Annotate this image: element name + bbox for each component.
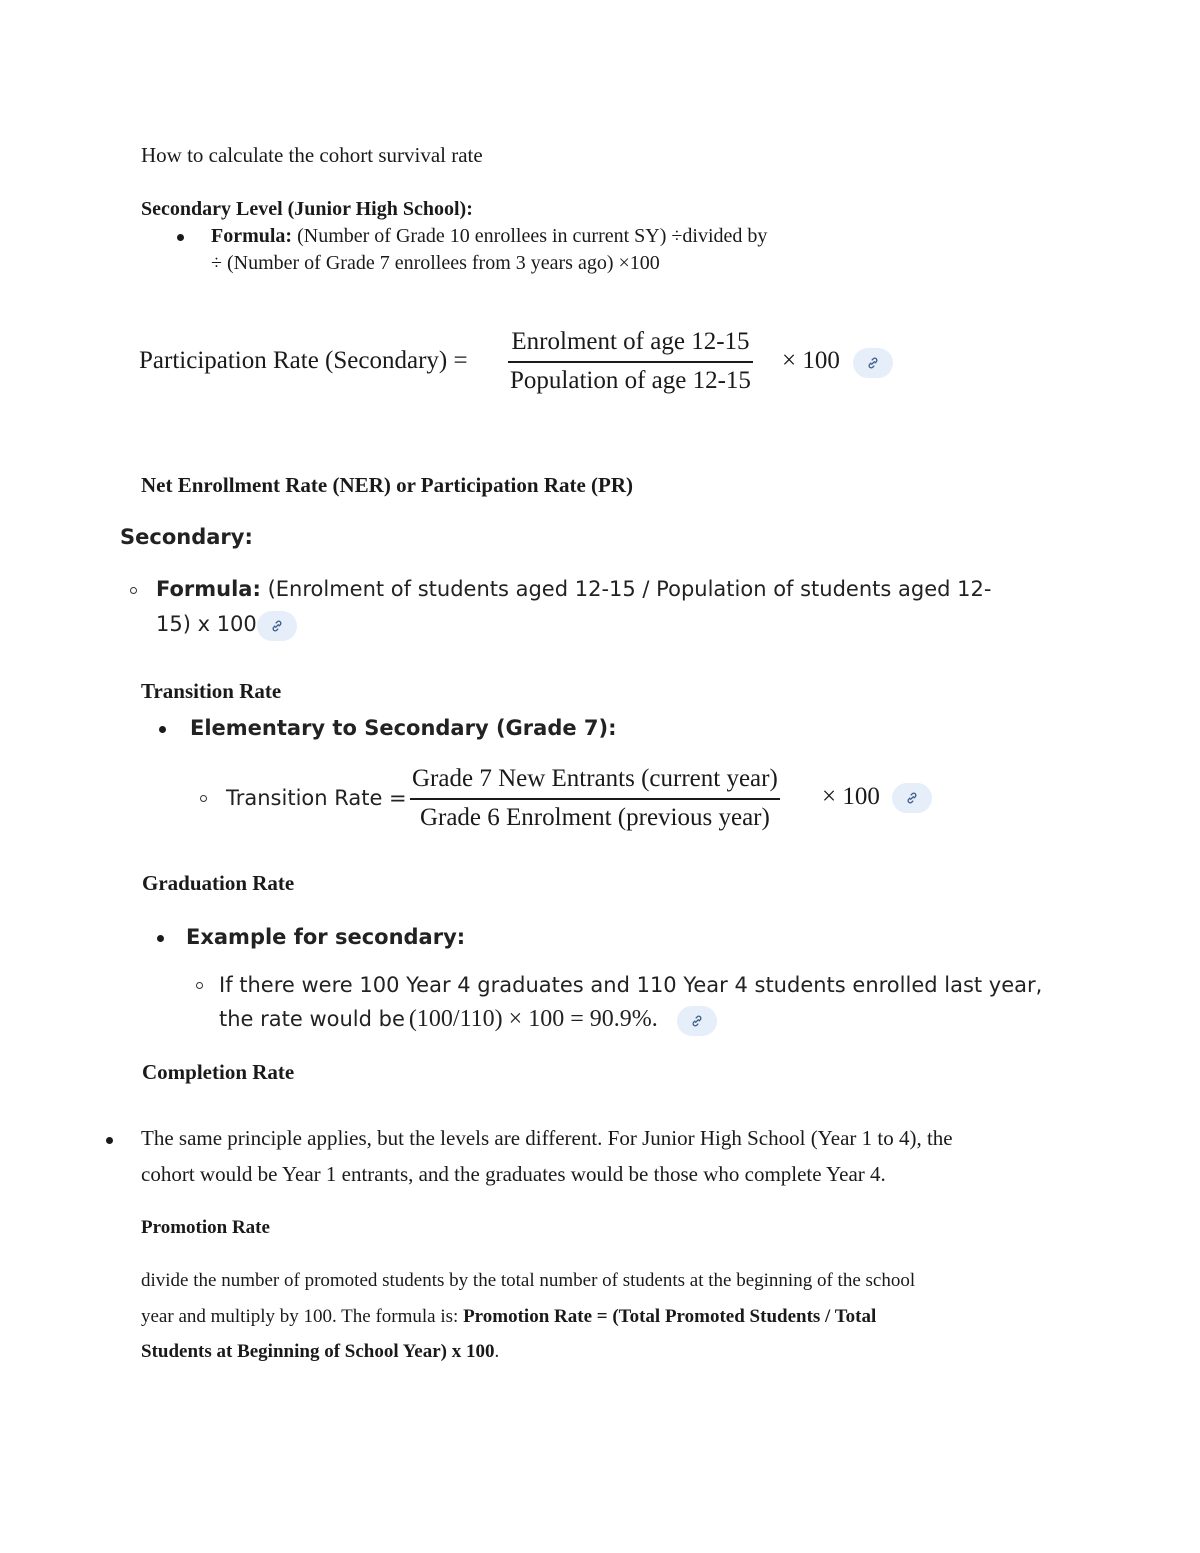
transition-lhs: Transition Rate = <box>226 786 407 810</box>
transition-heading: Transition Rate <box>141 679 282 703</box>
graduation-example-prefix: the rate would be <box>219 1007 405 1031</box>
transition-fraction <box>410 765 780 832</box>
ner-secondary-heading: Secondary: <box>120 525 253 549</box>
participation-fraction <box>508 328 753 395</box>
bullet <box>177 234 184 241</box>
participation-multiplier: × 100 <box>782 347 840 374</box>
completion-heading: Completion Rate <box>142 1060 295 1084</box>
promotion-text-line-3 <box>141 1341 499 1363</box>
graduation-bullet-text: Example for secondary: <box>186 925 466 949</box>
promotion-formula-part-2: Students at Beginning of School Year) x 100 <box>141 1341 495 1362</box>
formula-label: Formula: <box>211 225 293 247</box>
promotion-formula-part-1: Promotion Rate = (Total Promoted Students / Total <box>463 1306 877 1327</box>
formula-line-1 <box>211 225 767 248</box>
graduation-example-line-1: If there were 100 Year 4 graduates and 110 Year 4 students enrolled last year, <box>219 973 1043 997</box>
promotion-text-line-1: divide the number of promoted students by the total number of students at the beginning of the school <box>141 1270 916 1291</box>
fraction-numerator: Enrolment of age 12-15 <box>511 328 750 355</box>
link-icon <box>905 791 919 805</box>
graduation-example-line-2 <box>219 1006 658 1033</box>
participation-lhs: Participation Rate (Secondary) = <box>139 347 468 374</box>
bullet <box>159 726 166 733</box>
fraction-denominator: Population of age 12-15 <box>510 367 751 394</box>
ner-formula-line-1 <box>156 577 991 601</box>
transition-multiplier: × 100 <box>822 783 880 810</box>
sub-bullet <box>196 982 203 989</box>
promotion-period: . <box>494 1341 500 1362</box>
link-icon <box>866 356 880 370</box>
document-title: How to calculate the cohort survival rate <box>141 143 483 167</box>
completion-text-line-2: cohort would be Year 1 entrants, and the graduates would be those who complete Year 4. <box>141 1162 886 1186</box>
fraction-bar <box>508 361 753 363</box>
sub-bullet <box>200 795 207 802</box>
promotion-heading: Promotion Rate <box>141 1217 270 1238</box>
promotion-text-plain: year and multiply by 100. The formula is: <box>141 1306 459 1327</box>
fraction-bar <box>410 798 780 800</box>
ner-heading: Net Enrollment Rate (NER) or Participation Rate (PR) <box>141 473 634 497</box>
fraction-denominator: Grade 6 Enrolment (previous year) <box>419 804 770 831</box>
source-link-chip[interactable] <box>677 1006 717 1036</box>
secondary-level-heading: Secondary Level (Junior High School): <box>141 198 473 220</box>
link-icon <box>690 1014 704 1028</box>
source-link-chip[interactable] <box>257 611 297 641</box>
formula-text: (Number of Grade 10 enrollees in current SY) ÷divided by <box>297 225 768 247</box>
bullet <box>106 1137 113 1144</box>
source-link-chip[interactable] <box>892 783 932 813</box>
link-icon <box>270 619 284 633</box>
ner-formula-label: Formula: <box>156 577 261 601</box>
promotion-text-line-2 <box>141 1306 876 1328</box>
bullet <box>157 935 164 942</box>
completion-text-line-1: The same principle applies, but the levels are different. For Junior High School (Year 1 to 4), the <box>141 1126 953 1150</box>
fraction-numerator: Grade 7 New Entrants (current year) <box>412 765 778 792</box>
transition-bullet-text: Elementary to Secondary (Grade 7): <box>190 716 617 740</box>
source-link-chip[interactable] <box>853 348 893 378</box>
graduation-heading: Graduation Rate <box>142 871 295 895</box>
formula-line-2: ÷ (Number of Grade 7 enrollees from 3 years ago) ×100 <box>211 252 660 274</box>
graduation-example-math: (100/110) × 100 = 90.9%. <box>408 1006 658 1032</box>
ner-formula-line-2: 15) x 100 <box>156 612 257 636</box>
sub-bullet <box>130 587 137 594</box>
ner-formula-text: (Enrolment of students aged 12-15 / Population of students aged 12- <box>267 577 992 601</box>
